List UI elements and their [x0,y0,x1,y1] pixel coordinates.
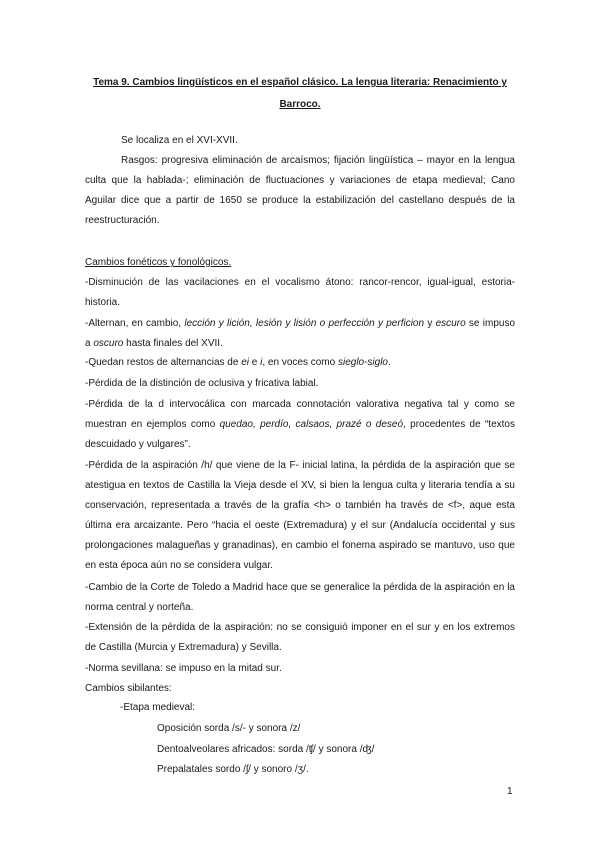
bullet-vocalismo: -Disminución de las vacilaciones en el vocalismo átono: rancor-rencor, igual-igual, estoria-historia. [85,277,515,308]
b2-italic-1: lección y lición, lesión y lisión o perfección y perficion [184,318,425,329]
paragraph-localiza: Se localiza en el XVI-XVII. [121,135,238,146]
b2-text-1: -Alternan, en cambio, [85,318,185,329]
b5-text-2: , procedentes de “textos descuidado y vulgares”. [85,419,515,450]
b2-italic-2: escuro [435,318,466,329]
bullet-labial: -Pérdida de la distinción de oclusiva y fricativa labial. [85,378,319,389]
b2-text-4: hasta finales del XVII. [123,338,223,349]
bullet-alternancias [85,353,515,373]
b5-text-1: -Pérdida de la d intervocálica con marcada connotación valorativa negativa tal y como se muestran en ejemplos como [85,399,515,430]
b3-text-3: , en voces como [262,357,338,368]
b2-italic-3: oscuro [93,338,124,349]
title-line-1: Tema 9. Cambios lingüísticos en el español clásico. La lengua literaria: Renacimiento y [93,77,507,88]
b5-italic: quedao, perdío, calsaos, prazé o deseó [219,419,404,430]
b3-text-2: e [249,357,261,368]
b3-italic-1: ei [241,357,250,368]
bullet-corte: -Cambio de la Corte de Toledo a Madrid hace que se generalice la pérdida de la aspiración en la norma central y norteña. [85,582,515,613]
bullet-alternan [85,314,515,354]
bullet-d-intervocalica [85,395,515,455]
b2-text-2: y [424,318,436,329]
paragraph-rasgos: Rasgos: progresiva eliminación de arcaísmos; fijación lingüística – mayor en la lengua culta que la hablada-; eliminación de fluctuaciones y variaciones de etapa medieval; Cano Aguilar dice que a partir de 1650 se produce la estabilización del castellano después de la reestructuración. [85,155,515,226]
b2-text-3: se impuso a [85,318,516,349]
etapa-medieval: -Etapa medieval: [120,702,196,713]
b3-italic-2: i [260,357,263,368]
sibilantes-heading: Cambios sibilantes: [85,683,172,694]
sibilante-item-3: Prepalatales sordo /ʃ/ y sonoro /ʒ/. [157,764,309,775]
b3-text-4: . [388,357,391,368]
b3-italic-3: sieglo-siglo [337,357,388,368]
bullet-extension: -Extensión de la pérdida de la aspiración: no se consiguió imponer en el sur y en los extremos de Castilla (Murcia y Extremadura) y Sevilla. [85,622,515,653]
bullet-sevillana: -Norma sevillana: se impuso en la mitad sur. [85,663,282,674]
page-number: 1 [507,786,513,797]
document-title [85,72,515,116]
section-heading: Cambios fonéticos y fonológicos. [85,257,232,268]
sibilante-item-1: Oposición sorda /s/- y sonora /z/ [157,723,301,734]
bullet-aspiracion: -Pérdida de la aspiración /h/ que viene de la F- inicial latina, la pérdida de la aspiración que se atestigua en textos de Castilla la Vieja desde el XV, si bien la lengua culta y literaria tendía a su conservación, representada a través de la grafía <h> o también ha través de <f>, aque esta última era arcaizante. Pero “hacia el oeste (Extremadura) y el sur (Andalucía occidental y sus prolongaciones malagueñas y granadinas), en cambio el fonema aspirado se mantuvo, uso que en esta época aún no se considera vulgar. [85,460,515,571]
b3-text-1: -Quedan restos de alternancias de [85,357,242,368]
title-line-2: Barroco. [279,99,321,110]
sibilante-item-2: Dentoalveolares africados: sorda /ʧ/ y sonora /ʤ/ [157,744,375,755]
